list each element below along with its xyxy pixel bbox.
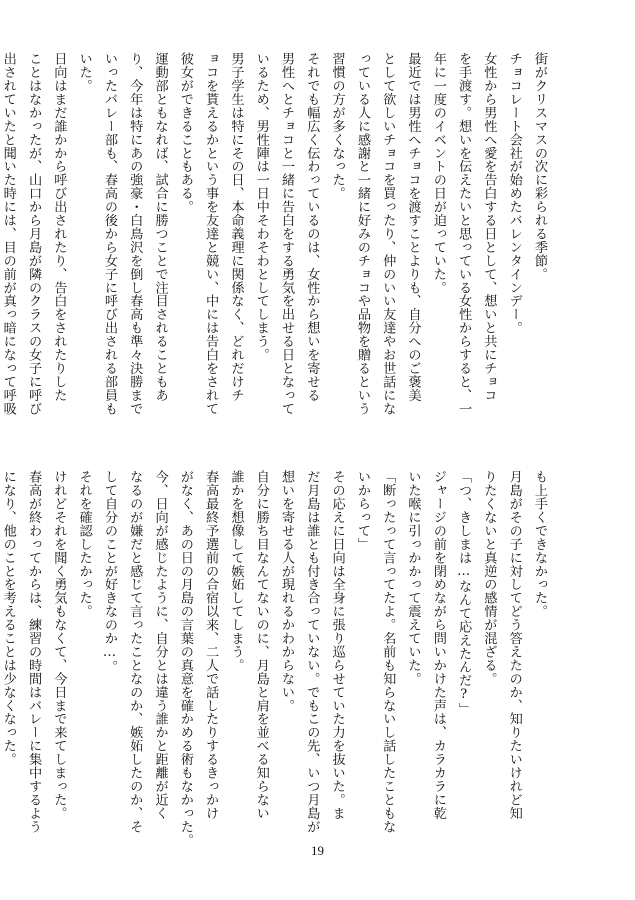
text-line: 日向はまだ誰かから呼び出されたり、告白をされたりした [51,52,67,402]
text-line: なるのが嫌だと感じて言ったことなのか、嫉妬したのか、そ [127,470,143,834]
text-line: がなく、あの日の月島の言葉の真意を確かめる術もなかった。 [177,470,193,847]
text-line: 運動部ともなれば、試合に勝つことで注目されることもあ [152,52,168,402]
text-line: りたくないと真逆の感情が混ざる。 [481,470,497,686]
text-line: それでも幅広く伝わっているのは、女性から想いを寄せる [304,52,320,402]
text-line: 「断ったって言ってたよ。名前も知らないし話したこともな [380,470,396,834]
text-line: して自分のことが好きなのか…。 [101,470,117,674]
text-line: 街がクリスマスの次に彩られる季節。 [532,52,547,281]
text-line: いからって」 [354,470,370,551]
text-line: チョコレート会社が始めたバレンタインデー。 [506,52,522,335]
lower-text-block [0,470,552,850]
text-line: ョコを貰えるかという事を友達と競い、中には告白をされて [203,52,219,416]
text-line: 「つ、きしまは…なんて応えたんだ?」 [456,470,472,716]
text-line: ことはなかったが、山口から月島が隣のクラスの女子に呼び [26,52,42,416]
text-line: になり、他のことを考えることは少なくなった。 [0,470,16,766]
text-line: 春高最終予選前の合宿以来、二人で話したりするきっかけ [203,470,219,820]
text-line: も上手くできなかった。 [532,470,547,618]
text-line: いったバレー部も、春高の後から女子に呼び出される部員も [101,52,117,416]
text-line: いた喉に引っかかって震えていた。 [405,470,421,686]
text-line: 男子学生は特にその日、本命義理に関係なく、どれだけチ [228,52,244,402]
text-line: 自分に勝ち目なんてないのに、月島と肩を並べる知らない [253,470,269,820]
text-line: 年に一度のイベントの日が迫っていた。 [430,52,446,295]
text-line: 月島がその子に対してどう答えたのか、知りたいけれど知 [506,470,522,820]
text-line: 習慣の方が多くなった。 [329,52,345,200]
text-line: いるため、男性陣は一日中そわそわとしてしまう。 [253,52,269,362]
text-line: っている人に感謝と一緒に好みのチョコや品物を贈るという [354,52,370,416]
text-line: ジャージの前を閉めながら問いかけた声は、カラカラに乾 [430,470,446,820]
text-line: り、今年は特にあの強豪・白鳥沢を倒し春高も準々決勝まで [127,52,143,416]
text-line: 女性から男性へ愛を告白する日として、想いと共にチョコ [481,52,497,402]
text-line: けれどそれを聞く勇気もなくて、今日まで来てしまった。 [51,470,67,820]
text-line: として欲しいチョコを買ったり、仲のいい友達やお世話にな [380,52,396,416]
text-line: だ月島は誰とも付き合っていない。でもこの先、いつ月島が [304,470,320,834]
text-line: いた。 [76,52,92,93]
text-line: 出されていたと聞いた時には、目の前が真っ暗になって呼吸 [0,52,16,416]
page-number: 19 [311,843,324,858]
text-line: 男性へとチョコと一緒に告白をする勇気を出せる日となって [279,52,295,416]
text-line: 春高が終わってからは、練習の時間はバレーに集中するよう [26,470,42,834]
text-line: を手渡す。想いを伝えたいと思っている女性からすると、一 [456,52,472,416]
text-line: 誰かを想像して嫉妬してしまう。 [228,470,244,672]
text-line: それを確認したかった。 [76,470,92,618]
text-line: その応えに日向は全身に張り巡らせていた力を抜いた。ま [329,470,345,820]
upper-text-block [0,52,552,432]
text-line: 今、日向が感じたように、自分とは違う誰かと距離が近く [152,470,168,820]
text-line: 想いを寄せる人が現れるかわからない。 [279,470,295,713]
text-line: 彼女ができることもある。 [177,52,193,214]
text-line: 最近では男性へチョコを渡すことよりも、自分へのご褒美 [405,52,421,402]
